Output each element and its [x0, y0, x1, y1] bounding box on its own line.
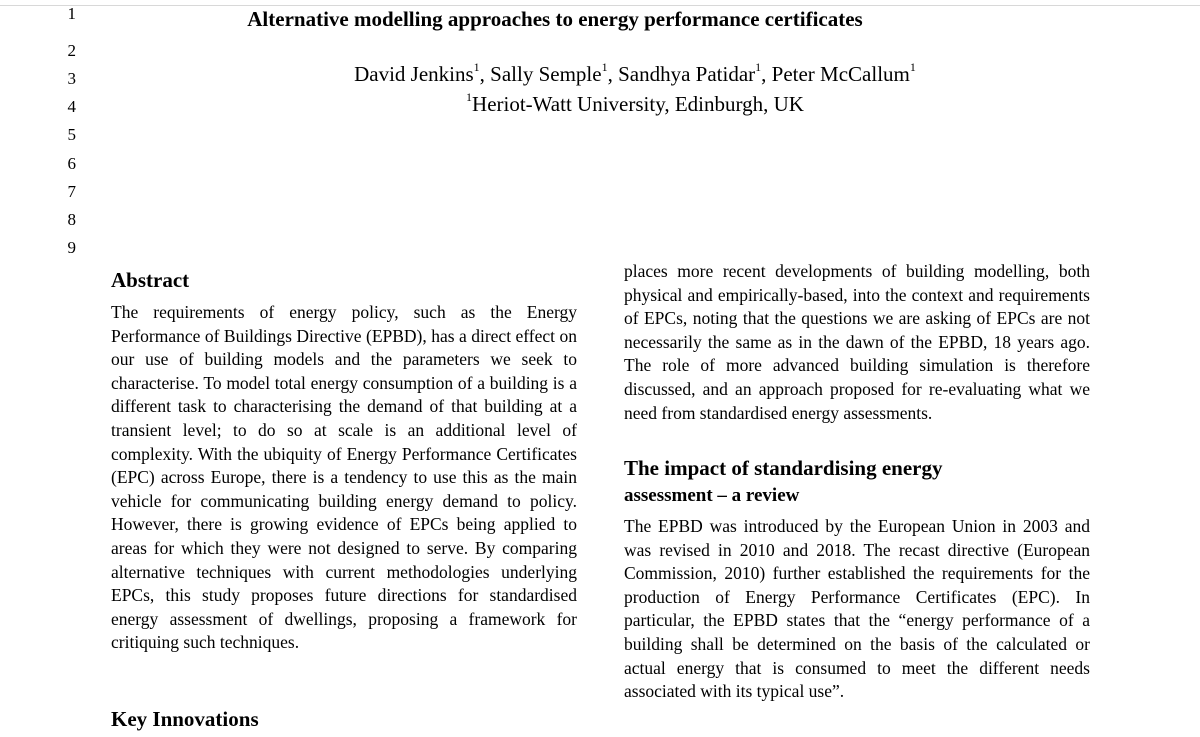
line-number: 9	[67, 238, 76, 257]
affiliation: $^1$Heriot-Watt University, Edinburgh, UK	[466, 90, 804, 116]
line-number: 7	[67, 182, 76, 201]
abstract-heading: Abstract	[111, 268, 190, 292]
key-innovations-heading: Key Innovations	[111, 707, 259, 731]
line-number: 4	[67, 97, 76, 116]
abstract-text: The requirements of energy policy, such as the Energy Performance of Buildings Directive (EPBD), has a direct effect on our use of building models and the parameters we seek to characterise. To model total energy consumption of a building is a different task to characterising the demand of that building at a transient level; to do so at scale is an additional level of complexity. With the ubiquity of Energy Performance Certificates (EPC) across Europe, there is a tendency to use this as the main vehicle for communicating building energy demand to policy. However, there is growing evidence of EPCs being applied to areas for which they were not designed to serve. By comparing alternative techniques with current methodologies underlying EPCs, this study proposes future directions for standardised energy assessment of dwellings, proposing a framework for critiquing such techniques.	[111, 302, 577, 653]
line-number: 6	[67, 154, 76, 173]
line-number: 8	[67, 210, 76, 229]
line-number: 3	[67, 69, 76, 88]
author: Sally Semple$^1$,	[490, 60, 619, 86]
abstract-continued-text: places more recent developments of building modelling, both physical and empirically-based, into the context and requirements of EPCs, noting that the questions we are asking of EPCs are not necessarily the same as in the dawn of the EPBD, 18 years ago. The role of more advanced building simulation is therefore discussed, and an approach proposed for re-evaluating what we need from standardised energy assessments.	[624, 261, 1090, 423]
author: Peter McCallum$^1$	[771, 60, 916, 86]
section-text: The EPBD was introduced by the European Union in 2003 and was revised in 2010 and 2018. The recast directive (European Commission, 2010) further established the requirements for the production of Energy Performance Certificates (EPC). In particular, the EPBD states that the “energy performance of a building shall be determined on the basis of the calculated or actual energy that is consumed to meet the different needs associated with its typical use”.	[624, 516, 1090, 702]
line-number: 1	[67, 4, 76, 23]
line-number: 5	[67, 125, 76, 144]
author: David Jenkins$^1$,	[354, 60, 491, 86]
line-number: 2	[67, 41, 76, 60]
paper-title: Alternative modelling approaches to energy performance certificates	[247, 7, 863, 31]
section-heading-line1: The impact of standardising energy	[624, 456, 943, 480]
section-heading-line2: assessment – a review	[624, 485, 800, 506]
author-list	[200, 60, 1070, 88]
author: Sandhya Patidar$^1$,	[618, 60, 772, 86]
